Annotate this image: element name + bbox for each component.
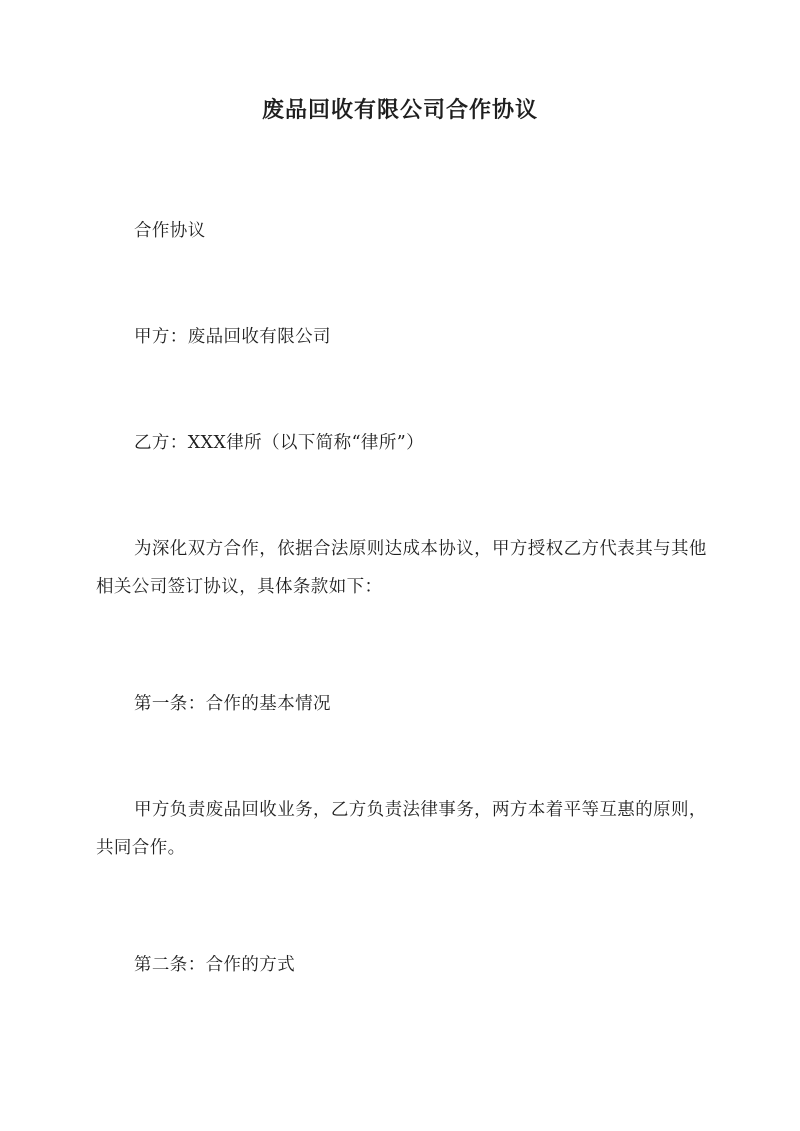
- purpose-paragraph: 为深化双方合作，依据合法原则达成本协议，甲方授权乙方代表其与其他相关公司签订协议，具体条款如下：: [96, 539, 707, 597]
- agreement-heading: 合作协议: [134, 221, 206, 241]
- article-1-body: 甲方负责废品回收业务，乙方负责法律事务，两方本着平等互惠的原则，共同合作。: [96, 800, 707, 858]
- party-b-line: 乙方：XXX律所（以下简称“律所”）: [134, 433, 424, 453]
- article-1-heading: 第一条：合作的基本情况: [134, 694, 331, 714]
- article-2-heading: 第二条：合作的方式: [134, 955, 296, 975]
- document-title: 废品回收有限公司合作协议: [261, 97, 538, 123]
- party-a-line: 甲方：废品回收有限公司: [134, 327, 331, 347]
